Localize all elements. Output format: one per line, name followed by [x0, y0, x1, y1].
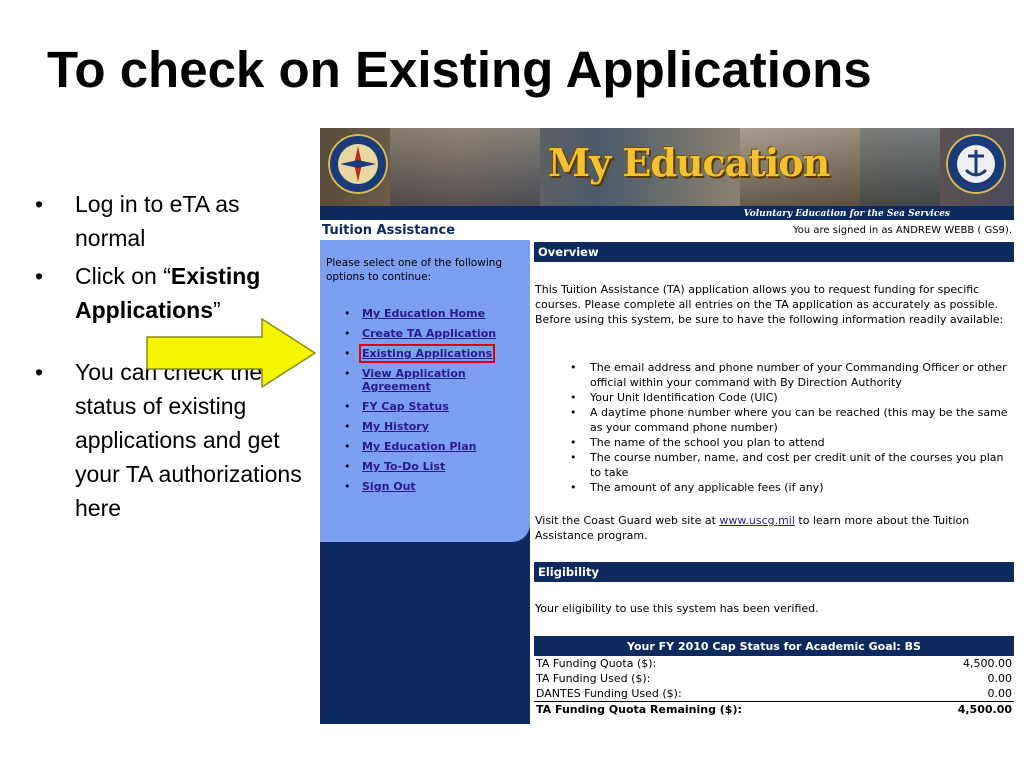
sidebar-item-fy-cap-status: • FY Cap Status — [344, 400, 449, 413]
list-item: • The amount of any applicable fees (if any) — [570, 481, 824, 494]
sidebar-item-my-history: • My History — [344, 420, 429, 433]
etatool-screenshot — [320, 128, 1014, 724]
banner-tagline: Voluntary Education for the Sea Services — [743, 209, 950, 219]
sidebar — [320, 240, 530, 724]
sidebar-item-existing-applications: • Existing Applications — [344, 347, 493, 360]
sidebar-item-my-education-plan: • My Education Plan — [344, 440, 477, 453]
table-row: TA Funding Used ($): 0.00 — [536, 672, 1012, 685]
existing-applications-link[interactable]: Existing Applications — [362, 347, 493, 360]
requirements-list — [570, 360, 1014, 495]
bullet-status: • You can check the status of existing applications and get your TA authorizations here — [30, 355, 315, 525]
pointer-arrow-icon — [145, 318, 317, 388]
sidebar-item-create-ta-application: • Create TA Application — [344, 327, 497, 340]
my-education-plan-link[interactable]: My Education Plan — [362, 440, 477, 453]
fy-cap-status-link[interactable]: FY Cap Status — [362, 400, 449, 413]
my-education-banner — [320, 128, 1014, 220]
list-item: • The email address and phone number of your Commanding Officer or other official within your command with By Direction Authority — [570, 361, 1007, 389]
my-to-do-list-link[interactable]: My To-Do List — [362, 460, 446, 473]
overview-heading: Overview — [534, 242, 1014, 262]
sidebar-nav — [344, 307, 530, 500]
compass-seal-icon — [328, 134, 388, 194]
bullet-dot-icon: • — [35, 263, 44, 289]
cap-table-heading: Your FY 2010 Cap Status for Academic Goal: BS — [534, 636, 1014, 656]
table-row-total: TA Funding Quota Remaining ($): 4,500.00 — [536, 703, 1012, 716]
banner-title: My Education — [548, 140, 830, 185]
cap-status-table — [534, 636, 1014, 717]
sidebar-prompt: Please select one of the following options to continue: — [326, 257, 503, 283]
uscg-link[interactable]: www.uscg.mil — [719, 514, 795, 527]
main-content — [534, 240, 1014, 724]
sidebar-item-sign-out: • Sign Out — [344, 480, 416, 493]
sidebar-item-view-application-agreement: • View Application Agreement — [344, 367, 466, 393]
view-application-agreement-link[interactable]: View Application Agreement — [362, 367, 466, 393]
bullet-login: • Log in to eTA as normal — [30, 187, 315, 255]
bullet-dot-icon: • — [35, 359, 44, 385]
list-item: • Your Unit Identification Code (UIC) — [570, 391, 778, 404]
bullet-click: • Click on “Existing Applications” — [30, 259, 315, 327]
table-row: TA Funding Quota ($): 4,500.00 — [536, 657, 1012, 670]
title-bar — [320, 220, 1014, 240]
list-item: • The course number, name, and cost per credit unit of the courses you plan to take — [570, 451, 1004, 479]
my-history-link[interactable]: My History — [362, 420, 429, 433]
sidebar-panel — [320, 240, 530, 542]
sidebar-item-my-education-home: • My Education Home — [344, 307, 486, 320]
sign-out-link[interactable]: Sign Out — [362, 480, 416, 493]
visit-paragraph: Visit the Coast Guard web site at www.uscg.mil to learn more about the Tuition Assistance program. — [535, 514, 970, 542]
page-title: Tuition Assistance — [322, 223, 456, 238]
sidebar-item-my-to-do-list: • My To-Do List — [344, 460, 446, 473]
signed-in-status: You are signed in as ANDREW WEBB ( GS9). — [792, 225, 1012, 236]
slide-title: To check on Existing Applications — [47, 41, 872, 98]
table-row: DANTES Funding Used ($): 0.00 — [536, 687, 1012, 700]
eligibility-heading: Eligibility — [534, 562, 1014, 582]
eligibility-text: Your eligibility to use this system has been verified. — [535, 602, 819, 615]
overview-intro: This Tuition Assistance (TA) application allows you to request funding for specific courses. Please complete all entries on the TA application as accurately as possible. Before using this system, be sure to have the following information readily available: — [535, 283, 1004, 326]
list-item: • A daytime phone number where you can be reached (this may be the same as your command phone number) — [570, 406, 1008, 434]
bullet-dot-icon: • — [35, 191, 44, 217]
create-ta-application-link[interactable]: Create TA Application — [362, 327, 497, 340]
list-item: • The name of the school you plan to attend — [570, 436, 825, 449]
navy-college-seal-icon — [946, 134, 1006, 194]
my-education-home-link[interactable]: My Education Home — [362, 307, 486, 320]
